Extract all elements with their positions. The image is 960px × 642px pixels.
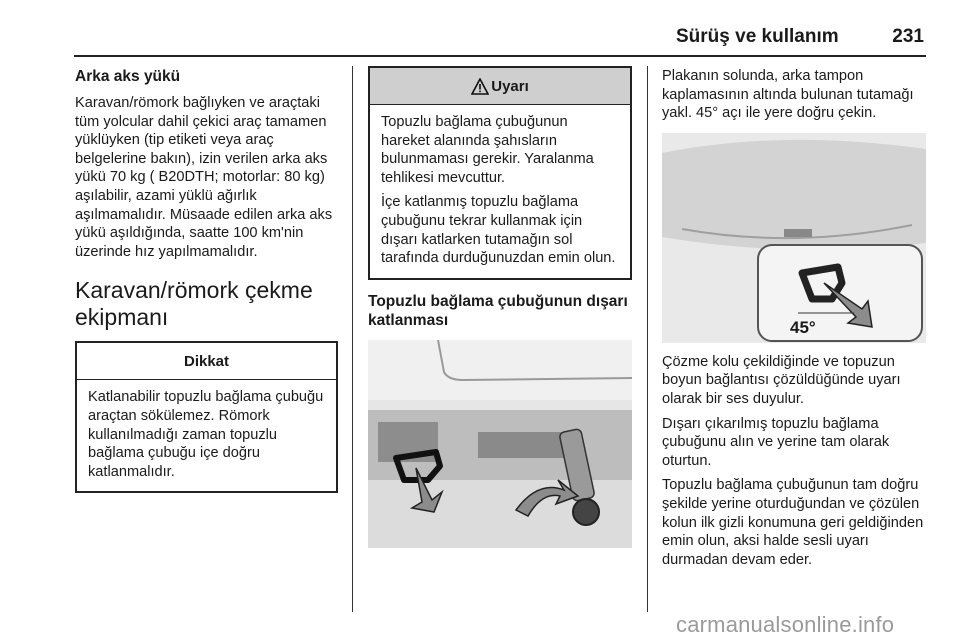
page-header (676, 26, 924, 48)
paragraph-pull-handle: Plakanın solunda, arka tampon kaplamasının altında bulunan tutamağı yakl. 45° açı ile yere doğru çekin. (662, 68, 914, 122)
heading-rear-axle-load: Arka aks yükü (75, 68, 181, 85)
warning-body (370, 105, 630, 278)
page-number: 231 (892, 26, 924, 47)
paragraph-rear-axle: Karavan/römork bağlıyken ve araçtaki tüm yolcular dahil çekici araç tamamen yüklüyken (tip etiketi veya araç belgelerine bakın), izin verilen arka aks yükü 70 kg ( B20DTH; motorlar: 80 kg) aşılabilir, azami yüklü ağırlık aşılmamalıdır. Müsaade edilen arka aks yükü aşıldığında, saatte 100 km'nin üzerinde hız yapılmamalıdır. (75, 95, 333, 260)
angle-label: 45° (790, 317, 816, 337)
notice-box (75, 341, 338, 493)
column-left (75, 67, 340, 493)
section-heading-towing: Karavan/römork çekme ekipmanı (75, 277, 313, 331)
header-rule (74, 55, 926, 57)
section-title: Sürüş ve kullanım (676, 26, 839, 47)
column-right (662, 67, 927, 569)
paragraph-check-seated: Topuzlu bağlama çubuğunun tam doğru şekilde yerine oturduğundan ve çözülen kolun ilk gizli konumuna geri geldiğinden emin olun, aksi halde sesli uyarı durmadan devam eder. (662, 477, 924, 568)
handle-drawing (662, 133, 926, 343)
warning-paragraph: Topuzlu bağlama çubuğunun hareket alanında şahısların bulunmaması gerekir. Yaralanma tehlikesi mevcuttur. (381, 114, 594, 186)
column-middle (368, 66, 632, 548)
paragraph-audible-signal: Çözme kolu çekildiğinde ve topuzun boyun bağlantısı çözüldüğünde uyarı olarak bir ses duyulur. (662, 353, 901, 407)
notice-title: Dikkat (77, 343, 336, 380)
watermark: carmanualsonline.info (676, 612, 895, 637)
warning-title: Uyarı (491, 77, 529, 95)
warning-triangle-icon (471, 78, 489, 95)
notice-text: Katlanabilir topuzlu bağlama çubuğu araçtan sökülemez. Römork kullanılmadığı zaman topuzlu bağlama çubuğu içe doğru katlanmalıdır. (88, 389, 324, 480)
column-divider (647, 66, 648, 612)
paragraph-insert-bar: Dışarı çıkarılmış topuzlu bağlama çubuğunu alın ve yerine tam olarak oturtun. (662, 415, 890, 469)
subheading-fold-out: Topuzlu bağlama çubuğunun dışarı katlanması (368, 292, 628, 329)
warning-paragraph: İçe katlanmış topuzlu bağlama çubuğunu tekrar kullanmak için dışarı katlarken tutamağın sol tarafında durduğunuzdan emin olun. (381, 194, 616, 267)
towbar-illustration (368, 340, 632, 548)
column-divider (352, 66, 353, 612)
warning-box (368, 66, 632, 280)
handle-illustration (662, 133, 926, 343)
warning-header (370, 68, 630, 105)
